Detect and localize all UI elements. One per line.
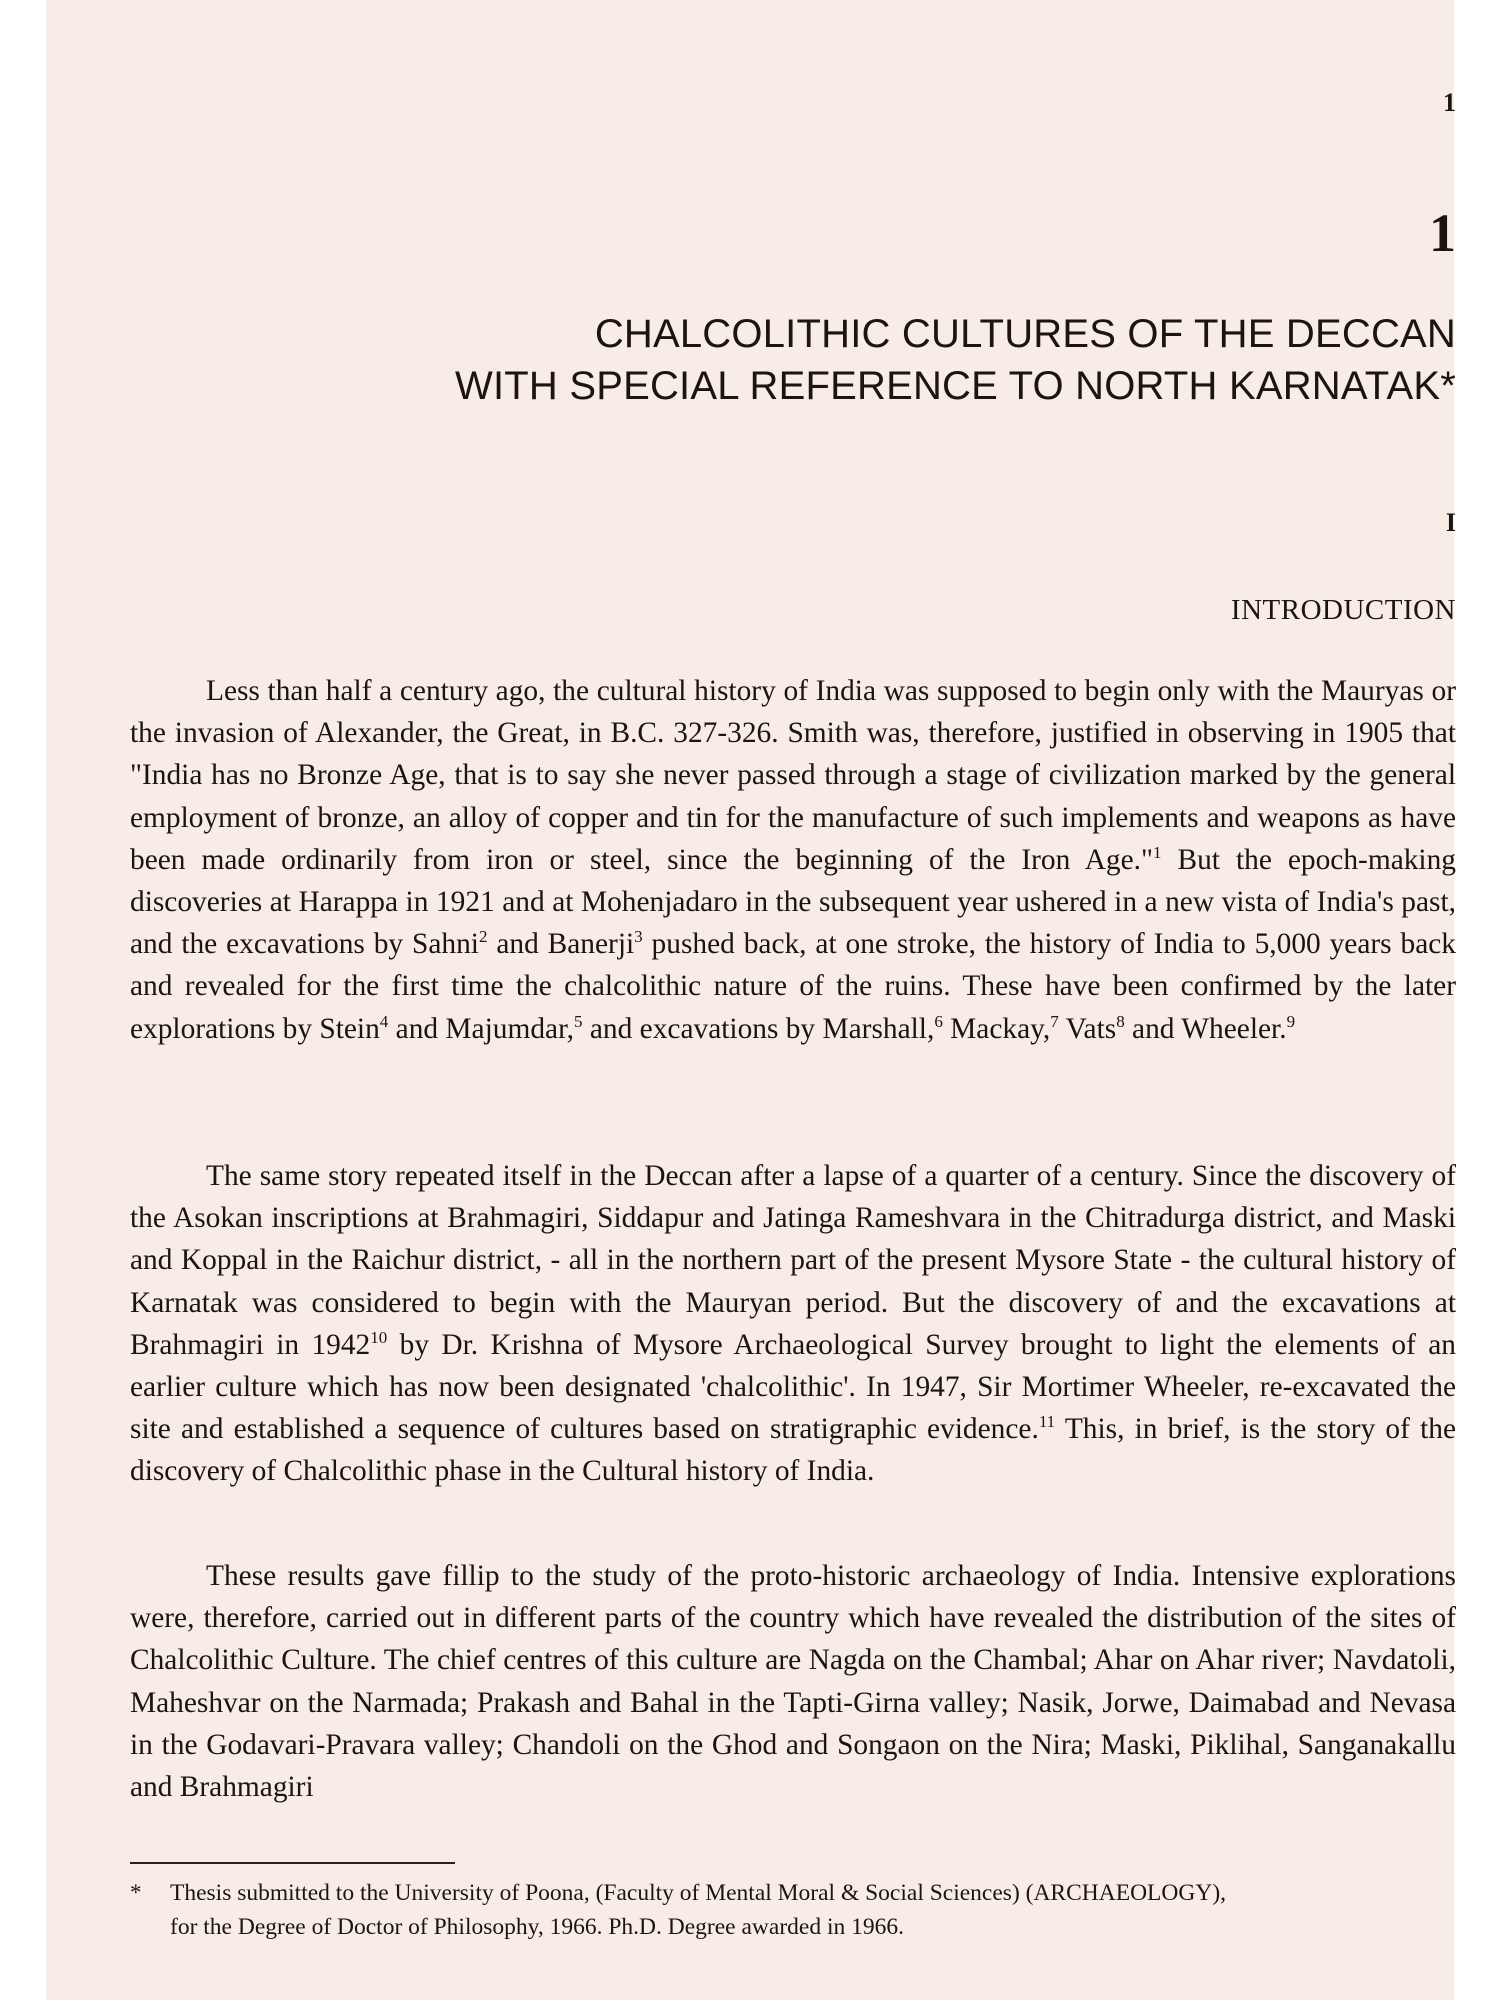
chapter-title (130, 308, 1456, 412)
footnote-ref: 9 (1286, 1011, 1296, 1031)
paragraph-text: Less than half a century ago, the cultural history of India was supposed to begin only with the Mauryas or the invasion of Alexander, the Great, in B.C. 327-326. Smith was, therefore, justified in observing in 1905 that "India has no Bronze Age, that is to say she never passed through a stage of civilization marked by the general employment of bronze, an alloy of copper and tin for the manufacture of such implements and weapons as have been made ordinarily from iron or steel, since the beginning of the Iron Age." (130, 675, 1456, 876)
footnote-ref: 4 (379, 1011, 389, 1031)
footnote-ref: 11 (1038, 1412, 1056, 1432)
footnote-ref: 10 (370, 1328, 388, 1348)
footnote-marker: * (130, 1880, 142, 1905)
paragraph-text: These results gave fillip to the study of the proto-historic archaeology of India. Intensive explorations were, therefore, carried out in different parts of the country which have revealed the distribution of the sites of Chalcolithic Culture. The chief centres of this culture are Nagda on the Chambal; Ahar on Ahar river; Navdatoli, Maheshvar on the Narmada; Prakash and Bahal in the Tapti-Girna valley; Nasik, Jorwe, Daimabad and Nevasa in the Godavari-Pravara valley; Chandoli on the Ghod and Songaon on the Nira; Maski, Piklihal, Sanganakallu and Brahmagiri (130, 1560, 1456, 1804)
paragraph-text: The same story repeated itself in the Deccan after a lapse of a quarter of a century. Since the discovery of the Asokan inscriptions at Brahmagiri, Siddapur and Jatinga Rameshvara in the Chitradurga district, and Maski and Koppal in the Raichur district, - all in the northern part of the present Mysore State - the cultural history of Karnatak was considered to begin with the Mauryan period. But the discovery of and the excavations at Brahmagiri in 1942 (130, 1160, 1456, 1361)
document-page (46, 0, 1454, 2000)
paragraph-2 (130, 1155, 1456, 1493)
paragraph-text: and Banerji (487, 928, 635, 961)
paragraph-text: and Majumdar, (388, 1012, 575, 1045)
footnote-ref: 1 (1153, 843, 1162, 863)
section-numeral: I (1445, 508, 1456, 537)
footnote-ref: 6 (934, 1011, 943, 1031)
footnote-line-1: Thesis submitted to the University of Poona, (Faculty of Mental Moral & Social Sciences) (ARCHAEOLOGY), (170, 1880, 1227, 1906)
footnote-ref: 2 (478, 927, 488, 947)
paragraph-text: Mackay, (942, 1012, 1051, 1045)
chapter-title-line-2: WITH SPECIAL REFERENCE TO NORTH KARNATAK* (455, 364, 1456, 408)
footnote-ref: 7 (1050, 1011, 1059, 1031)
footnote-divider (130, 1862, 455, 1864)
chapter-number: 1 (1429, 203, 1456, 263)
page-number: 1 (1443, 88, 1456, 117)
paragraph-text: by Dr. Krishna of Mysore Archaeological Survey brought to light the elements of an earlier culture which has now been designated 'chalcolithic'. In 1947, Sir Mortimer Wheeler, re-excavated the site and established a sequence of cultures based on stratigraphic evidence. (130, 1328, 1456, 1446)
paragraph-3 (130, 1555, 1456, 1808)
chapter-title-line-1: CHALCOLITHIC CULTURES OF THE DECCAN (594, 312, 1456, 356)
paragraph-text: This, in brief, is the story of the discovery of Chalcolithic phase in the Cultural history of India. (130, 1413, 1456, 1488)
paragraph-1 (130, 670, 1456, 1050)
footnote-ref: 3 (634, 927, 643, 947)
section-heading: INTRODUCTION (1230, 594, 1456, 626)
paragraph-text: But the epoch-making discoveries at Harappa in 1921 and at Mohenjadaro in the subsequent year ushered in a new vista of India's past, and the excavations by Sahni (130, 843, 1456, 961)
paragraph-text: Vats (1058, 1012, 1117, 1045)
paragraph-text: pushed back, at one stroke, the history of India to 5,000 years back and revealed for the first time the chalcolithic nature of the ruins. These have been confirmed by the later explorations by Stein (130, 928, 1456, 1045)
footnote-line-2: for the Degree of Doctor of Philosophy, 1966. Ph.D. Degree awarded in 1966. (170, 1914, 904, 1940)
paragraph-text: and excavations by Marshall, (582, 1012, 935, 1045)
paragraph-text: and Wheeler. (1124, 1012, 1287, 1045)
footnote-ref: 5 (574, 1011, 583, 1031)
footnote (130, 1876, 1456, 1944)
footnote-ref: 8 (1116, 1011, 1125, 1031)
